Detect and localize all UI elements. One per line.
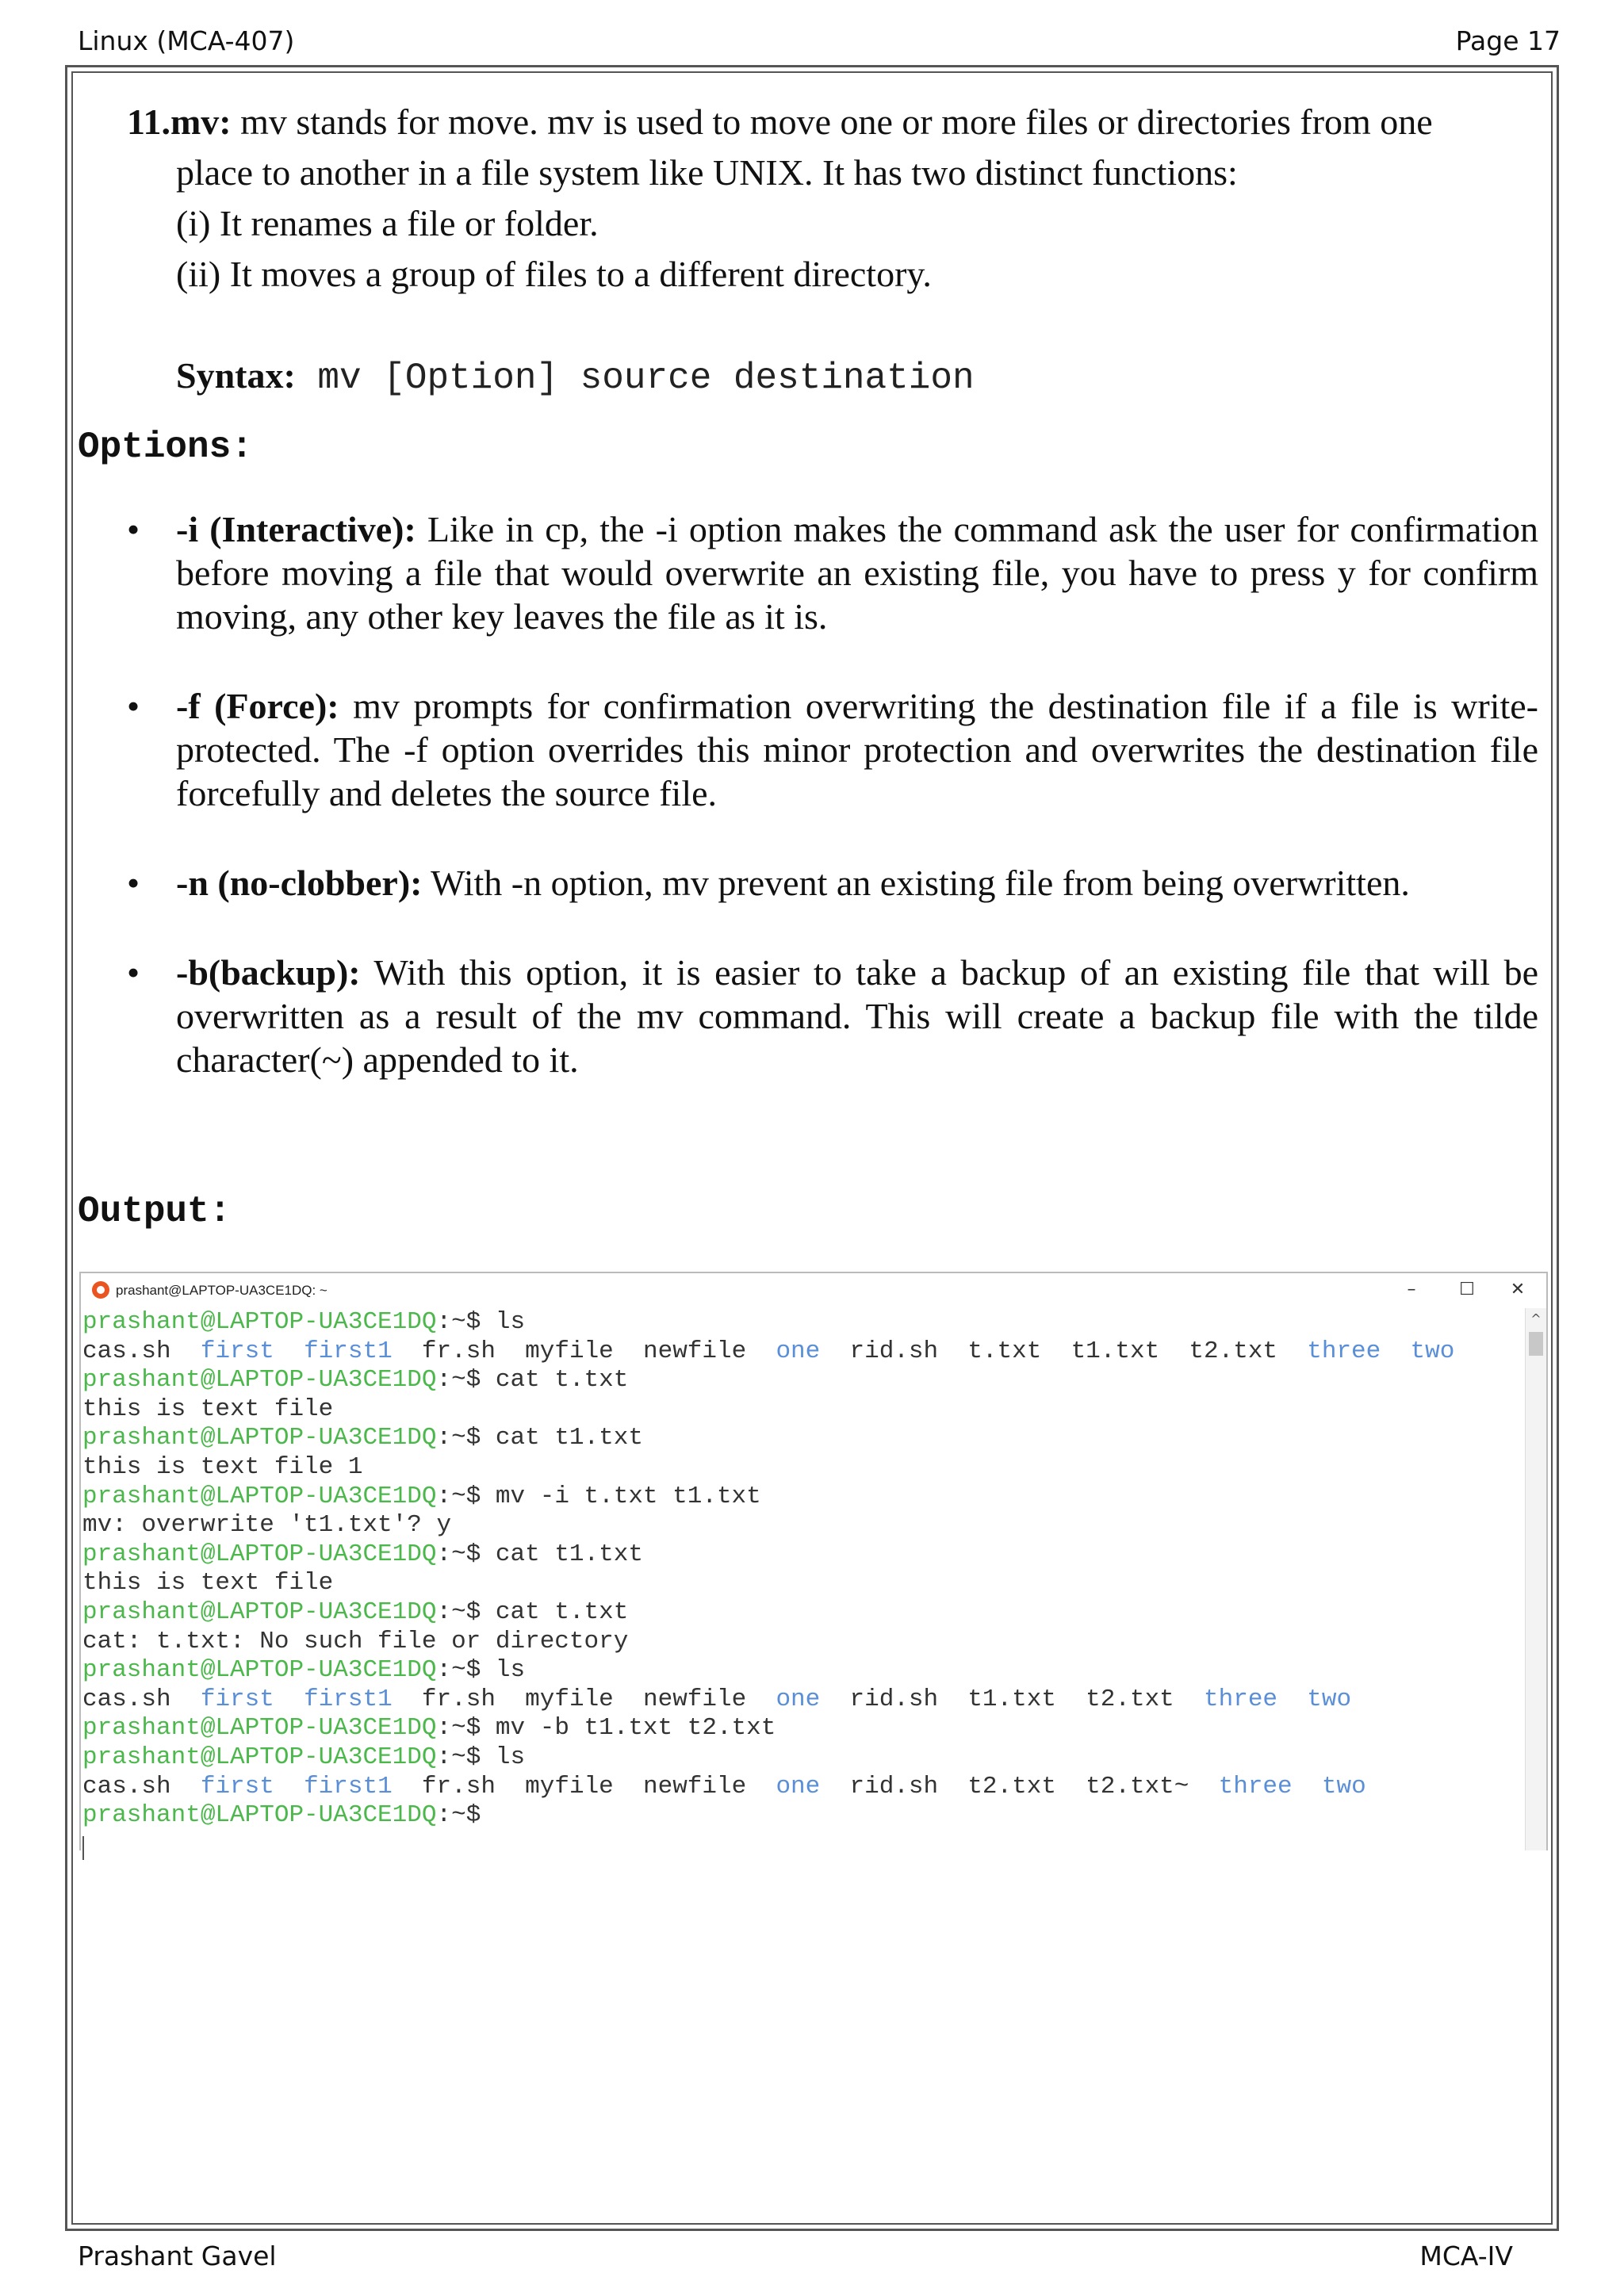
- bullet-icon: •: [127, 952, 140, 993]
- terminal-line: [82, 1686, 1522, 1715]
- terminal-line: [82, 1801, 1522, 1831]
- ls-entry: newfile: [643, 1337, 747, 1365]
- prompt-path: :~$: [436, 1598, 496, 1626]
- ls-entry: myfile: [525, 1685, 614, 1713]
- option-name: -i (Interactive):: [176, 509, 416, 549]
- prompt-path: :~$: [436, 1656, 496, 1685]
- ls-entry: cas.sh: [82, 1772, 171, 1800]
- ls-entry: t2.txt: [1189, 1337, 1278, 1365]
- command-text: cat t1.txt: [495, 1540, 643, 1568]
- prompt-user-host: prashant@LAPTOP-UA3CE1DQ: [82, 1743, 437, 1771]
- option-description: Like in cp, the -i option makes the command ask the user for confirmation before moving a file that would overwrite an existing file, you have to press y for confirm moving, any other key leaves the file as it is.: [176, 509, 1538, 637]
- ls-entry: cas.sh: [82, 1685, 171, 1713]
- terminal-line: this is text file 1: [82, 1452, 363, 1481]
- prompt-user-host: prashant@LAPTOP-UA3CE1DQ: [82, 1656, 437, 1685]
- terminal-line: this is text file: [82, 1395, 334, 1423]
- prompt-path: :~$: [436, 1801, 496, 1830]
- footer-course-level: MCA-IV: [1419, 2241, 1513, 2271]
- ls-entry: three: [1307, 1337, 1381, 1365]
- ls-entry: t1.txt: [1071, 1337, 1160, 1365]
- ls-entry: first: [200, 1337, 274, 1365]
- terminal-line: [82, 1366, 1522, 1395]
- ls-entry: newfile: [643, 1685, 747, 1713]
- prompt-user-host: prashant@LAPTOP-UA3CE1DQ: [82, 1424, 437, 1452]
- prompt-path: :~$: [436, 1366, 496, 1395]
- bullet-icon: •: [127, 863, 140, 903]
- ls-entry: two: [1410, 1337, 1455, 1365]
- options-heading: Options:: [78, 427, 253, 468]
- scrollbar[interactable]: [1525, 1308, 1546, 1850]
- command-text: ls: [495, 1308, 526, 1336]
- terminal-title-bar[interactable]: [81, 1273, 1546, 1307]
- ls-entry: one: [776, 1337, 821, 1365]
- terminal-line: [82, 1337, 1522, 1367]
- option-description: With -n option, mv prevent an existing file from being overwritten.: [422, 863, 1410, 903]
- terminal-line: this is text file: [82, 1569, 334, 1598]
- ls-entry: first1: [304, 1772, 393, 1800]
- ls-entry: first1: [304, 1337, 393, 1365]
- ls-entry: rid.sh: [849, 1337, 939, 1365]
- close-button[interactable]: ✕: [1510, 1280, 1526, 1299]
- ls-entry: t.txt: [967, 1337, 1042, 1365]
- section-intro-text: mv stands for move. mv is used to move one or more files or directories from one: [231, 101, 1433, 142]
- output-heading: Output:: [78, 1191, 232, 1232]
- minimize-button[interactable]: –: [1407, 1280, 1416, 1299]
- terminal-line: [82, 1483, 1522, 1512]
- ls-entry: two: [1307, 1685, 1352, 1713]
- ubuntu-logo-icon: [92, 1281, 109, 1299]
- options-list: [127, 507, 1538, 1127]
- terminal-line: [82, 1424, 1522, 1453]
- section-intro-continued: place to another in a file system like UNIX. It has two distinct functions:: [176, 152, 1238, 193]
- ls-entry: first1: [304, 1685, 393, 1713]
- command-text: mv -b t1.txt t2.txt: [495, 1714, 776, 1743]
- option-description: With this option, it is easier to take a backup of an existing file that will be overwritten as a result of the mv command. This will create a backup file with the tilde character(~) appended to it.: [176, 952, 1538, 1080]
- terminal-line: [82, 1540, 1522, 1570]
- ls-entry: one: [776, 1772, 821, 1800]
- function-2: (ii) It moves a group of files to a different directory.: [176, 254, 932, 294]
- section-intro: [127, 97, 1538, 147]
- ls-entry: rid.sh: [849, 1772, 939, 1800]
- option-name: -n (no-clobber):: [176, 863, 423, 903]
- prompt-path: :~$: [436, 1743, 496, 1771]
- ls-entry: t2.txt: [1086, 1685, 1174, 1713]
- prompt-user-host: prashant@LAPTOP-UA3CE1DQ: [82, 1308, 437, 1336]
- header-page-number: Page 17: [1455, 25, 1561, 56]
- command-text: ls: [495, 1656, 526, 1685]
- ls-entry: t2.txt~: [1086, 1772, 1189, 1800]
- command-text: ls: [495, 1743, 526, 1771]
- terminal-output[interactable]: [82, 1308, 1522, 1831]
- ls-entry: two: [1321, 1772, 1366, 1800]
- terminal-line: [82, 1598, 1522, 1628]
- scroll-up-icon[interactable]: ^: [1530, 1311, 1542, 1326]
- terminal-line: [82, 1308, 1522, 1337]
- prompt-user-host: prashant@LAPTOP-UA3CE1DQ: [82, 1482, 437, 1510]
- ls-entry: newfile: [643, 1772, 747, 1800]
- ls-entry: t2.txt: [967, 1772, 1056, 1800]
- terminal-line: mv: overwrite 't1.txt'? y: [82, 1511, 452, 1540]
- ls-entry: first: [200, 1685, 274, 1713]
- ls-entry: myfile: [525, 1337, 614, 1365]
- ls-entry: fr.sh: [421, 1685, 496, 1713]
- option-interactive: [127, 507, 1538, 638]
- prompt-user-host: prashant@LAPTOP-UA3CE1DQ: [82, 1801, 437, 1830]
- prompt-path: :~$: [436, 1714, 496, 1743]
- command-text: cat t1.txt: [495, 1424, 643, 1452]
- terminal-line: [82, 1773, 1522, 1802]
- ls-entry: first: [200, 1772, 274, 1800]
- maximize-button[interactable]: ☐: [1459, 1280, 1475, 1299]
- option-no-clobber: [127, 861, 1538, 905]
- option-backup: [127, 951, 1538, 1081]
- terminal-window[interactable]: [79, 1272, 1548, 1850]
- ls-entry: myfile: [525, 1772, 614, 1800]
- syntax-label: Syntax:: [176, 355, 296, 396]
- prompt-path: :~$: [436, 1482, 496, 1510]
- section-title: 11.mv:: [127, 101, 232, 142]
- prompt-path: :~$: [436, 1424, 496, 1452]
- prompt-user-host: prashant@LAPTOP-UA3CE1DQ: [82, 1366, 437, 1395]
- prompt-user-host: prashant@LAPTOP-UA3CE1DQ: [82, 1598, 437, 1626]
- ls-entry: fr.sh: [421, 1772, 496, 1800]
- option-name: -f (Force):: [176, 686, 339, 726]
- bullet-icon: •: [127, 686, 140, 726]
- option-force: [127, 684, 1538, 815]
- command-text: cat t.txt: [495, 1598, 629, 1626]
- function-1: (i) It renames a file or folder.: [176, 203, 599, 243]
- prompt-path: :~$: [436, 1540, 496, 1568]
- ls-entry: three: [1218, 1772, 1293, 1800]
- terminal-line: [82, 1743, 1522, 1773]
- text-cursor: [82, 1836, 84, 1860]
- terminal-line: cat: t.txt: No such file or directory: [82, 1627, 629, 1655]
- header-course: Linux (MCA-407): [78, 25, 295, 56]
- terminal-line: [82, 1714, 1522, 1743]
- ls-entry: one: [776, 1685, 821, 1713]
- bullet-icon: •: [127, 509, 140, 549]
- terminal-title: prashant@LAPTOP-UA3CE1DQ: ~: [116, 1283, 327, 1298]
- ls-entry: rid.sh: [849, 1685, 939, 1713]
- ls-entry: cas.sh: [82, 1337, 171, 1365]
- option-name: -b(backup):: [176, 952, 361, 993]
- prompt-path: :~$: [436, 1308, 496, 1336]
- command-text: cat t.txt: [495, 1366, 629, 1395]
- prompt-user-host: prashant@LAPTOP-UA3CE1DQ: [82, 1714, 437, 1743]
- prompt-user-host: prashant@LAPTOP-UA3CE1DQ: [82, 1540, 437, 1568]
- footer-author: Prashant Gavel: [78, 2241, 277, 2271]
- ls-entry: fr.sh: [421, 1337, 496, 1365]
- scrollbar-thumb[interactable]: [1529, 1332, 1543, 1356]
- syntax-code: mv [Option] source destination: [295, 358, 975, 399]
- terminal-line: [82, 1656, 1522, 1686]
- option-description: mv prompts for confirmation overwriting the destination file if a file is write-protected. The -f option overrides this minor protection and overwrites the destination file forcefully and deletes the source file.: [176, 686, 1538, 813]
- ls-entry: three: [1204, 1685, 1278, 1713]
- ls-entry: t1.txt: [967, 1685, 1056, 1713]
- syntax-line: [176, 350, 975, 404]
- command-text: mv -i t.txt t1.txt: [495, 1482, 761, 1510]
